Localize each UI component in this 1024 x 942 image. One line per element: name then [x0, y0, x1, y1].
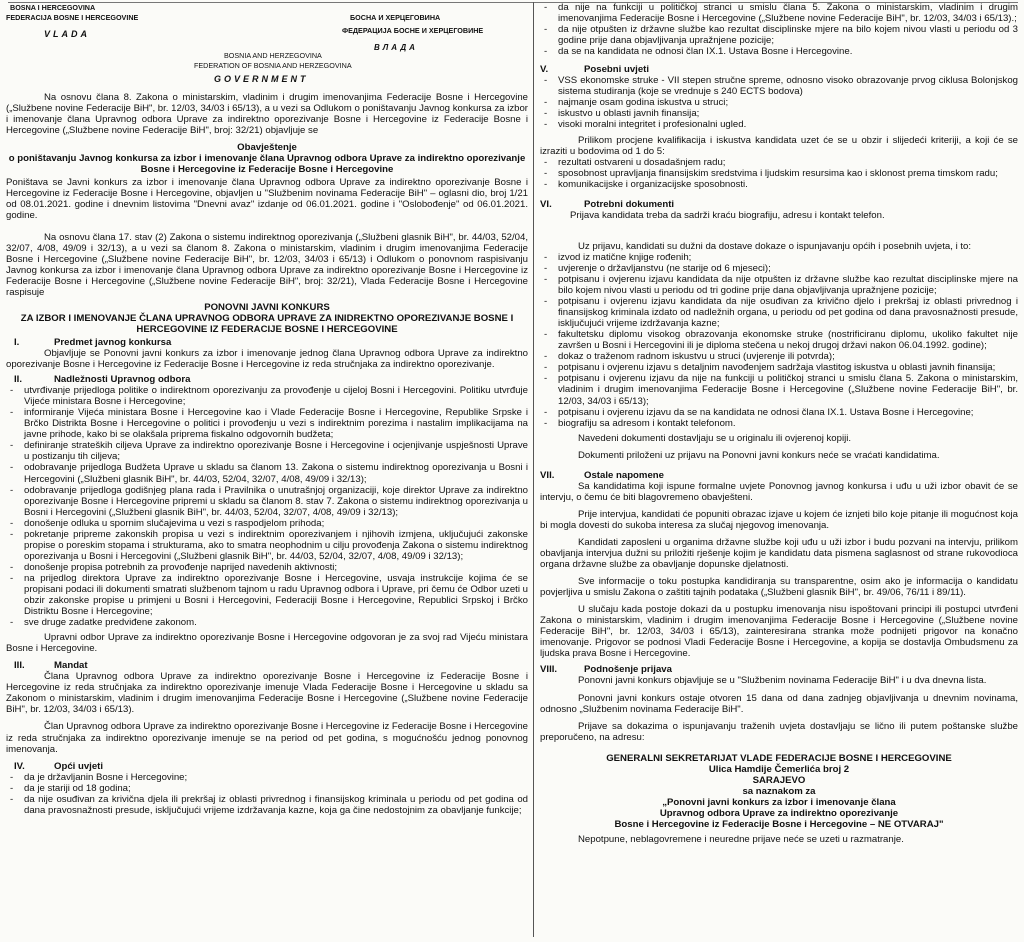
submission-address — [540, 753, 1018, 830]
section-8-paragraph-1: Ponovni javni konkurs objavljuje se u "Službenim novinama Federacije BiH" i u dva dnevna lista. — [578, 675, 987, 687]
section-6-heading — [540, 199, 1018, 210]
list-dash: - — [544, 97, 548, 109]
list-item: - potpisanu i ovjerenu izjavu kandidata da nije otpušten iz državne službe kao rezultat disciplinske mjere na bilo kojem nivou vlasti u periodu od tri godine prije dana objavljivanja upražnjene pozicije; — [540, 274, 1018, 296]
annulment-paragraph: Poništava se Javni konkurs za izbor i imenovanje člana Upravnog odbora Uprave za indirektno oporezivanje Bosne i Hercegovine iz Federacije Bosne i Hercegovine, objavljen u "Službenim novinama Federacije BiH" – oglasni dio, broj 1/21 od 08.01.2021. godine i dnevnim listovima "Dnevni avaz" izdanje od 06.01.2021. godine i "Oslobođenje" od 06.01.2021. godine. — [6, 177, 528, 222]
list-dash: - — [10, 517, 14, 529]
section-5-criteria-list — [540, 157, 1018, 190]
section-7-paragraph-2: Prije intervjua, kandidati će popuniti obrazac izjave u kojem će iznjeti bilo koje pitanje ili mogućnost koja bi mogla dovesti do sukoba interesa za slučaj njegovog imenovanja. — [540, 508, 1018, 531]
section-title: Potrebni dokumenti — [584, 198, 675, 210]
section-6-text: Prijava kandidata treba da sadrži kraću biografiju, adresu i kontakt telefon. — [570, 209, 885, 221]
list-item: - na prijedlog direktora Uprave za indirektno oporezivanje Bosne i Hercegovine, usvaja instrukcije kojima će se propisani podaci ili dokumenti smatrati službenom tajnom u radu Upravnog odbora i Uprave, pri čemu će Odbor uzeti u obzir zakonske propise u primjeni u Bosni i Hercegovini, Federaciji Bosne i Hercegovine, Republici Srpskoj i Brčko Distriktu Bosne i Hercegovine; — [6, 573, 528, 617]
section-title: Ostale napomene — [584, 469, 664, 481]
list-item: - izvod iz matične knjige rođenih; — [540, 252, 1018, 263]
section-number: I. — [14, 336, 20, 348]
section-3-text-1: Člana Upravnog odbora Uprave za indirektno oporezivanje Bosne i Hercegovine iz Federacije Bosne i Hercegovine iz reda stručnjaka za indirektno oporezivanje imenuje Vlada Federacije Bosne i Hercegovine u skladu sa Zakonom o ministarskim, vladinim i drugim imenovanjima Federacije Bosne i Hercegovine („Službene novine Federacije BiH", br. 12/03, 34/03 i 65/13). — [6, 671, 528, 716]
list-item: - odobravanje prijedloga godišnjeg plana rada i Pravilnika o unutrašnjoj organizaciji, koje direktor Uprave za indirektno oporezivanje Bosne i Hercegovine pripremi u skladu sa članom 8. stav 7. Zakona o sistemu indirektnog oporezivanja u Bosni i Hercegovini („Službeni glasnik BiH", br. 44/03, 52/04, 32/07, 4/08, 49/09 i 32/13); — [6, 485, 528, 518]
list-dash: - — [544, 156, 548, 168]
list-item: - utvrđivanje prijedloga politike o indirektnom oporezivanju za provođenje u cijeloj Bosni i Hercegovini. Politiku utvrđuje Vijeće ministara Bosne i Hercegovine; — [6, 385, 528, 407]
section-title: Opći uvjeti — [54, 760, 104, 772]
section-number: IV. — [14, 760, 25, 772]
letterhead-government-latin: VLADA — [44, 29, 90, 39]
list-dash: - — [544, 351, 548, 363]
section-number: VIII. — [540, 664, 558, 676]
list-dash: - — [544, 329, 548, 341]
list-dash: - — [544, 262, 548, 274]
list-item: - donošenje propisa potrebnih za provođenje naprijed navedenih aktivnosti; — [6, 562, 528, 573]
letterhead-country-english: BOSNIA AND HERZEGOVINA — [224, 51, 322, 60]
section-title: Predmet javnog konkursa — [54, 336, 172, 348]
list-dash: - — [10, 771, 14, 783]
list-dash: - — [10, 407, 14, 419]
left-column — [6, 0, 528, 816]
list-item: - definiranje strateških ciljeva Uprave za indirektno oporezivanje Bosne i Hercegovine i ocjenjivanje uspješnosti Uprave u postizanju tih ciljeva; — [6, 440, 528, 462]
list-dash: - — [10, 561, 14, 573]
list-item: - donošenje odluka u spornim slučajevima u vezi s raspodjelom prihoda; — [6, 518, 528, 529]
list-dash: - — [544, 108, 548, 120]
section-8-paragraph-2: Ponovni javni konkurs ostaje otvoren 15 dana od dana zadnjeg objavljivanja u dnevnim novinama, odnosno „Službenim novinama Federacije BiH". — [540, 692, 1018, 715]
list-dash: - — [544, 75, 548, 87]
list-dash: - — [10, 572, 14, 584]
list-dash: - — [10, 782, 14, 794]
list-dash: - — [544, 46, 548, 58]
letterhead-country-latin: BOSNA I HERCEGOVINA — [10, 3, 96, 12]
section-3-heading — [6, 660, 528, 671]
section-title: Mandat — [54, 660, 88, 672]
section-4-list-continued — [540, 2, 1018, 57]
section-5-text: Prilikom procjene kvalifikacija i iskustva kandidata uzet će se u obzir i slijedeći kriteriji, a koji će se izraziti u bodovima od 1 do 5: — [540, 134, 1018, 157]
section-title: Posebni uvjeti — [584, 64, 650, 76]
list-dash: - — [544, 373, 548, 385]
contest-subtitle: ZA IZBOR I IMENOVANJE ČLANA UPRAVNOG ODBORA UPRAVE ZA INIDREKTNO OPOREZIVANJE BOSNE I HERCEGOVINE IZ FEDERACIJE BOSNE I HERCEGOVINE — [20, 312, 514, 335]
list-item: - iskustvo u oblasti javnih finansija; — [540, 108, 1018, 119]
section-7-paragraph-1: Sa kandidatima koji ispune formalne uvjete Ponovnog javnog konkursa i uđu u uži izbor obavit će se intervju, o čemu će biti blagovremeno obavješteni. — [540, 480, 1018, 503]
list-item: - potpisanu i ovjerenu izjavu kandidata da nije osuđivan za krivično djelo i prekršaj iz oblasti privrednog i finansijskog kriminala izdato od nadležnih organa, u periodu od pet godina od dana pravosnažnosti presude, isključujući vrijeme izdržavanja kazne; — [540, 296, 1018, 329]
section-number: VII. — [540, 469, 555, 481]
list-item: - biografiju sa adresom i kontakt telefonom. — [540, 418, 1018, 429]
intro-paragraph: Na osnovu člana 8. Zakona o ministarskim, vladinim i drugim imenovanjima Federacije Bosne i Hercegovine („Službene novine Federacije BiH", br. 12/03, 34/03 i 65/13), a u vezi sa Odlukom o poništavanju Javnog konkursa za izbor i imenovanje člana Upravnog odbora Uprave za indirektno oporezivanje Bosne i Hercegovine iz Federacije Bosne i Hercegovine („Službene novine Federacije BiH", broj: 32/21) objavljuje se — [6, 92, 528, 137]
list-item: - da je državljanin Bosne i Hercegovine; — [6, 772, 528, 783]
letterhead-federation-english: FEDERATION OF BOSNIA AND HERZEGOVINA — [194, 61, 352, 70]
section-title: Nadležnosti Upravnog odbora — [54, 374, 191, 386]
address-line: SARAJEVO — [752, 774, 806, 786]
letterhead — [6, 0, 528, 88]
list-dash: - — [544, 273, 548, 285]
list-dash: - — [544, 178, 548, 190]
list-item: - da nije na funkciji u političkoj stranci u smislu člana 5. Zakona o ministarskim, vladinim i drugim imenovanjima Federacije Bosne i Hercegovine („Službene novine Federacije BiH", br. 12/03, 34/03 i 65/13).; — [540, 2, 1018, 24]
final-note: Nepotpune, neblagovremene i neuredne prijave neće se uzeti u razmatranje. — [578, 834, 904, 846]
address-line: sa naznakom za — [742, 785, 816, 797]
list-item: - visoki moralni integritet i profesionalni ugled. — [540, 119, 1018, 130]
notice-title: Obavještenje — [237, 142, 297, 154]
list-item: - pokretanje pripreme zakonskih propisa u vezi s indirektnim oporezivanjem i njihovih izmjena, uključujući zakonske propise o poreskim stopama i strukturama, ako to smatra neophodnim u cilju provođenja Zakona o sistemu indirektnog oporezivanja u Bosni i Hercegovini („Službeni glasnik BiH", br. 44/03, 52/04, 32/07, 4/08, 49/09 i 32/13); — [6, 529, 528, 562]
legal-basis-paragraph: Na osnovu člana 17. stav (2) Zakona o sistemu indirektnog oporezivanja („Službeni glasnik BiH", br. 44/03, 52/04, 32/07, 4/08, 49/09 i 32/13), a u vezi sa članom 8. Zakona o ministarskim, vladinim i drugim imenovanjima Federacije Bosne i Hercegovine („Službene novine Federacije BiH", br. 12/03, 34/03 i 65/13) i Odlukom o ponovnom raspisivanju Javnog konkursa za izbor i imenovanje člana Upravnog odbora Uprave za indirektno oporezivanje Bosne i Hercegovine iz Federacije Bosne i Hercegovine („Službene novine Federacije BiH", broj: 32/21), Vlada Federacije Bosne i Hercegovine raspisuje — [6, 231, 528, 298]
list-dash: - — [544, 417, 548, 429]
section-number: II. — [14, 374, 22, 386]
contest-title: PONOVNI JAVNI KONKURS — [204, 301, 330, 313]
section-number: V. — [540, 64, 549, 76]
section-2-text: Upravni odbor Uprave za indirektno oporezivanje Bosne i Hercegovine odgovoran je za svoj rad Vijeću ministara Bosne i Hercegovine. — [6, 632, 528, 655]
section-7-heading — [540, 470, 1018, 481]
section-1-text: Objavljuje se Ponovni javni konkurs za izbor i imenovanje jednog člana Upravnog odbora Uprave za indirektno oporezivanje Bosne i Hercegovine iz Federacije Bosne i Hercegovine iz reda stručnjaka za indirektno oporezivanje. — [6, 347, 528, 371]
list-item: - da nije osuđivan za krivična djela ili prekršaj iz oblasti privrednog i finansijskog kriminala u periodu od pet godina od dana pravosnažnosti presude, isključujući vrijeme izdržavanja kazne, koja ga čine nedostojnim za obavljanje funkcije; — [6, 794, 528, 816]
section-5-heading — [540, 64, 1018, 75]
list-dash: - — [10, 793, 14, 805]
list-item: - rezultati ostvareni u dosadašnjem radu; — [540, 157, 1018, 168]
section-8-heading — [540, 664, 1018, 675]
address-line: GENERALNI SEKRETARIJAT VLADE FEDERACIJE BOSNE I HERCEGOVINE — [606, 752, 952, 764]
right-column — [540, 0, 1018, 845]
list-dash: - — [544, 119, 548, 131]
list-item: - informiranje Vijeća ministara Bosne i Hercegovine kao i Vlade Federacije Bosne i Hercegovine, Republike Srpske i Brčko Distrikta Bosne i Hercegovine o politici i provođenju u vezi s indirektnim porezima i nastalim implikacijama na javne prihode, kako bi se olakšala priprema fiskalno odgovornih budžeta; — [6, 407, 528, 440]
list-dash: - — [544, 251, 548, 263]
letterhead-government-english: GOVERNMENT — [214, 74, 309, 84]
list-item: - uvjerenje o državljanstvu (ne starije od 6 mjeseci); — [540, 263, 1018, 274]
list-item: - komunikacijske i organizacijske sposobnosti. — [540, 179, 1018, 190]
list-item: - odobravanje prijedloga Budžeta Uprave u skladu sa članom 13. Zakona o sistemu indirektnog oporezivanja u Bosni i Hercegovini („Službeni glasnik BiH", br. 44/03, 52/04, 32/07, 4/08, 49/09 i 32/13); — [6, 462, 528, 484]
section-number: VI. — [540, 198, 552, 210]
list-dash: - — [544, 167, 548, 179]
list-item: - sposobnost upravljanja finansijskim sredstvima i ljudskim resursima kao i sklonost prema timskom radu; — [540, 168, 1018, 179]
address-line: Bosne i Hercegovine iz Federacije Bosne i Hercegovine – NE OTVARAJ" — [614, 819, 944, 830]
address-line: „Ponovni javni konkurs za izbor i imenovanje člana — [662, 796, 896, 808]
column-divider — [533, 2, 534, 937]
section-7-paragraph-3: Kandidati zaposleni u organima državne službe koji uđu u uži izbor i budu pozvani na intervju, prilikom obavljanja intervjua dužni su priložiti rješenje kojim je kandidatu data pismena saglasnost od strane rukovodioca organa državne službe za obavljanje dopunske djelatnosti. — [540, 536, 1018, 571]
documents-note-2: Dokumenti priloženi uz prijavu na Ponovni javni konkurs neće se vraćati kandidatima. — [578, 449, 940, 461]
section-1-heading — [6, 337, 528, 348]
section-4-heading — [6, 761, 528, 772]
list-dash: - — [544, 362, 548, 374]
list-dash: - — [10, 385, 14, 397]
list-item: - najmanje osam godina iskustva u struci; — [540, 97, 1018, 108]
section-2-heading — [6, 374, 528, 385]
section-2-list — [6, 385, 528, 628]
documents-list — [540, 252, 1018, 429]
list-dash: - — [544, 24, 548, 36]
list-dash: - — [10, 462, 14, 474]
list-item: - potpisanu i ovjerenu izjavu da se na kandidata ne odnosi člana IX.1. Ustava Bosne i Hercegovine; — [540, 407, 1018, 418]
section-7-paragraph-5: U slučaju kada postoje dokazi da u postupku imenovanja nisu ispoštovani principi ili postupci utvrđeni Zakona o ministarskim, vladinim i drugim imenovanjima Federacije Bosne i Hercegovine („Službene novine Federacije BiH", br. 12/03, 34/03 i 65/13), zainteresirana stranka može podnijeti prigovor na konačno imenovanje. Prigovor se podnosi Vladi Federacije Bosne i Hercegovine, a kopija se dostavlja Ombudsmenu za ljudska prava Bosne i Hercegovine. — [540, 604, 1018, 660]
documents-intro: Uz prijavu, kandidati su dužni da dostave dokaze o ispunjavanju općih i posebnih uvjeta, i to: — [578, 240, 972, 252]
list-dash: - — [544, 406, 548, 418]
letterhead-country-cyrillic: БОСНА И ХЕРЦЕГОВИНА — [350, 13, 441, 22]
section-3-text-2: Član Upravnog odbora Uprave za indirektno oporezivanje Bosne i Hercegovine iz Federacije Bosne i Hercegovine iz reda stručnjaka za indirektno oporezivanje imenuje se na period od pet godina, s mogućnošću jednog ponovnog imenovanja. — [6, 721, 528, 755]
letterhead-federation-cyrillic: ФЕДЕРАЦИЈА БОСНЕ И ХЕРЦЕГОВИНЕ — [342, 26, 484, 35]
list-dash: - — [10, 440, 14, 452]
letterhead-government-cyrillic: ВЛАДА — [374, 43, 418, 52]
documents-note-1: Navedeni dokumenti dostavljaju se u originalu ili ovjerenoj kopiji. — [578, 432, 852, 444]
section-8-paragraph-3: Prijave sa dokazima o ispunjavanju traženih uvjeta dostavljaju se lično ili putem poštanske službe preporučeno, na adresu: — [540, 720, 1018, 743]
notice-subtitle: o poništavanju Javnog konkursa za izbor i imenovanje člana Upravnog odbora Uprave za indirektno oporezivanje Bosne i Hercegovine iz Federacije Bosne i Hercegovine — [8, 153, 526, 176]
list-item: - potpisanu i ovjerenu izjavu da nije na funkciji u političkoj stranci u smislu člana 5. Zakona o ministarskim, vladinim i drugim imenovanjima Federacije Bosne i Hercegovine („Službene novine Federacije BiH", br. 12/03, 34/03 i 65/13); — [540, 373, 1018, 406]
list-dash: - — [10, 528, 14, 540]
list-item: - fakultetsku diplomu visokog obrazovanja ekonomske struke (nostrificiranu diplomu, ukoliko fakultet nije završen u Bosni i Hercegovini ili je diploma stečena u nekoj drugoj državi nakon 06.04.1992. godine); — [540, 329, 1018, 351]
section-7-paragraph-4: Sve informacije o toku postupka kandidiranja su transparentne, osim ako je informacija o kandidatu povjerljiva u smislu Zakona o zaštiti tajnih podataka („Službeni glasnik BiH", br. 49/06, 76/11 i 89/11). — [540, 576, 1018, 599]
list-dash: - — [10, 617, 14, 629]
list-item: - potpisanu i ovjerenu izjavu s detaljnim navođenjem sadržaja vlastitog iskustva u oblasti javnih finansija; — [540, 362, 1018, 373]
list-item: - sve druge zadatke predviđene zakonom. — [6, 617, 528, 628]
list-dash: - — [544, 296, 548, 308]
letterhead-federation-latin: FEDERACIJA BOSNE I HERCEGOVINE — [6, 13, 139, 22]
section-number: III. — [14, 660, 25, 672]
section-4-list — [6, 772, 528, 816]
list-item: - da se na kandidata ne odnosi član IX.1. Ustava Bosne i Hercegovine. — [540, 46, 1018, 57]
list-item: - VSS ekonomske struke - VII stepen stručne spreme, odnosno visoko obrazovanje prvog ciklusa Bolonjskog sistema studiranja (koje se vrednuje s 240 ECTS bodova) — [540, 75, 1018, 97]
list-item: - da je stariji od 18 godina; — [6, 783, 528, 794]
list-item: - dokaz o traženom radnom iskustvu u struci (uvjerenje ili potvrda); — [540, 351, 1018, 362]
address-line: Upravnog odbora Uprave za indirektno oporezivanje — [659, 807, 899, 819]
section-title: Podnošenje prijava — [584, 664, 672, 676]
list-dash: - — [544, 2, 548, 13]
list-item: - da nije otpušten iz državne službe kao rezultat disciplinske mjere na bilo kojem nivou vlasti u periodu od 3 godine prije dana objavljivanja upražnjene pozicije; — [540, 24, 1018, 46]
address-line: Ulica Hamdije Čemerlića broj 2 — [708, 763, 850, 775]
list-dash: - — [10, 484, 14, 496]
section-5-list — [540, 75, 1018, 130]
